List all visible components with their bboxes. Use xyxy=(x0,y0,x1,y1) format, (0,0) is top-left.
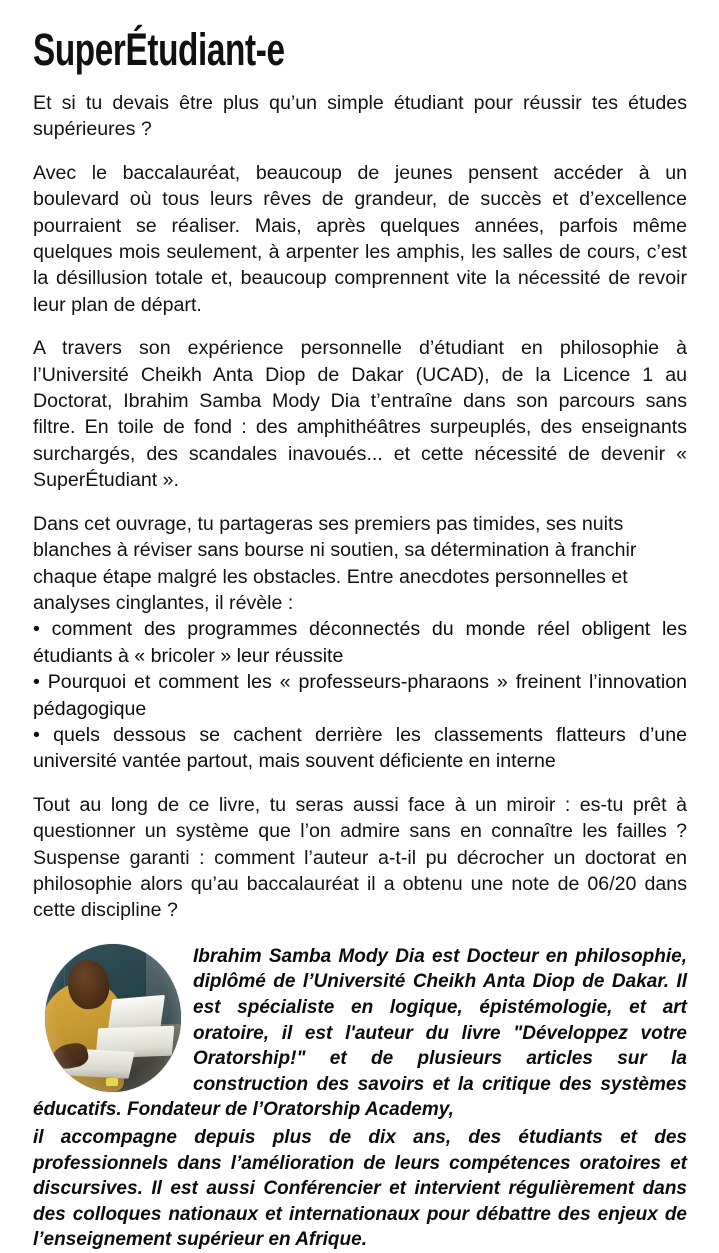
paragraph-baccalaureat: Avec le baccalauréat, beaucoup de jeunes pensent accéder à un boulevard où tous leurs rêves de grandeur, de succès et d’excellence pourraient se réaliser. Mais, après quelques années, parfois même quelques mois seulement, à arpenter les amphis, les salles de cours, c’est la désillusion totale et, beaucoup comprennent vite la nécessité de revoir leur plan de départ. xyxy=(33,161,687,316)
author-bio-continuation: il accompagne depuis plus de dix ans, des étudiants et des professionnels dans l’amélioration de leurs compétences oratoires et discursives. Il est aussi Conférencier et intervient régulièrement dans des colloques nationaux et internationaux pour débattre des enjeux de l’enseignement supérieur en Afrique. xyxy=(33,1126,687,1251)
list-item: • comment des programmes déconnectés du monde réel obligent les étudiants à « bricoler » leur réussite xyxy=(33,618,687,667)
author-bio-section xyxy=(33,940,687,1253)
list-item: • Pourquoi et comment les « professeurs-pharaons » freinent l’innovation pédagogique xyxy=(33,671,687,720)
paragraph-miroir: Tout au long de ce livre, tu seras aussi face à un miroir : es-tu prêt à questionner un système que l’on admire sans en connaître les failles ? Suspense garanti : comment l’auteur a-t-il pu décrocher un doctorat en philosophie alors qu’au baccalauréat il a obtenu une note de 06/20 dans cette discipline ? xyxy=(33,793,687,922)
author-bio-intro: Ibrahim Samba Mody Dia est Docteur en philosophie, diplômé de l’Université Cheikh Anta Diop de Dakar. Il est spécialiste en logique, épistémologie, et art oratoire, il est l'auteur du livre "Développez votre Oratorship!" et de plusieurs articles sur la construction des savoirs et la critique des systèmes éducatifs. Fondateur de l’Oratorship Academy, xyxy=(33,945,687,1121)
list-item: • quels dessous se cachent derrière les classements flatteurs d’une université vantée partout, mais souvent déficiente en interne xyxy=(33,723,687,773)
reveal-bullet-list xyxy=(33,616,687,774)
page-title: SuperÉtudiant-e xyxy=(33,24,285,75)
lead-paragraph: Et si tu devais être plus qu’un simple étudiant pour réussir tes études supérieures ? xyxy=(33,92,687,141)
paragraph-parcours: A travers son expérience personnelle d’étudiant en philosophie à l’Université Cheikh Anta Diop de Dakar (UCAD), de la Licence 1 au Doctorat, Ibrahim Samba Mody Dia t’entraîne dans son parcours sans filtre. En toile de fond : des amphithéâtres surpeuplés, des enseignants surchargés, des scandales inavoués... et cette nécessité de devenir « SuperÉtudiant ». xyxy=(33,337,687,492)
paragraph-ouvrage: Dans cet ouvrage, tu partageras ses premiers pas timides, ses nuits blanches à réviser sans bourse ni soutien, sa détermination à franchir chaque étape malgré les obstacles. Entre anecdotes personnelles et analyses cinglantes, il révèle : xyxy=(33,512,637,614)
author-photo xyxy=(45,944,181,1092)
